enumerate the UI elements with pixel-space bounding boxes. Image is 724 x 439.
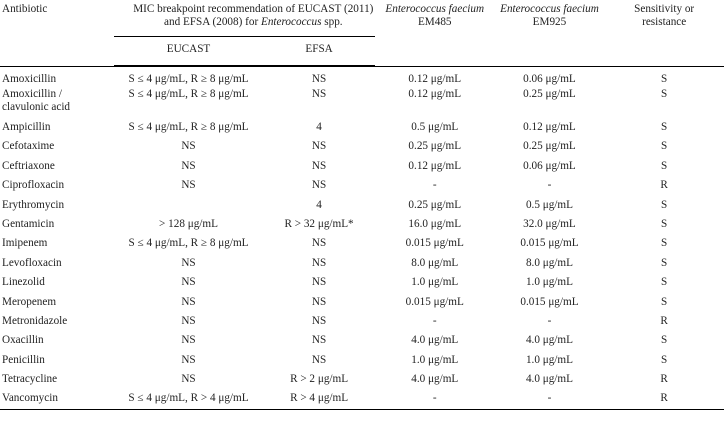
cell-antibiotic-text: Gentamicin [2, 217, 55, 230]
cell-efsa [263, 235, 375, 254]
cell-em485-text: 0.5 μg/mL [411, 121, 459, 133]
cell-antibiotic [0, 255, 114, 274]
table-row [0, 371, 724, 390]
cell-em925-text: 4.0 μg/mL [525, 334, 573, 347]
cell-efsa [263, 390, 375, 409]
cell-antibiotic [0, 352, 114, 371]
cell-efsa [263, 216, 375, 235]
cell-eucast-text: S ≤ 4 μg/mL, R ≥ 8 μg/mL [128, 121, 249, 133]
cell-eucast-text: NS [181, 159, 196, 172]
header-antibiotic: Antibiotic [2, 3, 48, 15]
cell-eucast-text: NS [181, 334, 196, 347]
cell-em485-text: 0.015 μg/mL [405, 295, 464, 308]
cell-eucast [114, 274, 264, 293]
cell-sr [604, 177, 724, 196]
cell-antibiotic [0, 138, 114, 157]
cell-sr-text: S [661, 159, 668, 172]
cell-antibiotic-text: Ciprofloxacin [2, 179, 65, 192]
cell-eucast-text: NS [181, 276, 196, 289]
cell-efsa-text: NS [311, 140, 327, 153]
cell-antibiotic-text: Levofloxacin [2, 256, 62, 269]
cell-efsa [263, 313, 375, 332]
cell-sr [604, 274, 724, 293]
cell-em485 [375, 216, 495, 235]
cell-efsa-text: NS [311, 295, 327, 308]
cell-em925 [495, 197, 605, 216]
table-row [0, 255, 724, 274]
cell-em925 [495, 352, 605, 371]
cell-em925-text: 0.015 μg/mL [520, 295, 579, 308]
cell-eucast-text: S ≤ 4 μg/mL, R ≥ 8 μg/mL [128, 88, 249, 100]
cell-antibiotic-text: Erythromycin [2, 198, 65, 211]
cell-antibiotic [0, 294, 114, 313]
cell-sr [604, 119, 724, 138]
cell-eucast-text: S ≤ 4 μg/mL, R ≥ 8 μg/mL [128, 237, 249, 250]
cell-em925 [495, 390, 605, 409]
cell-efsa [263, 352, 375, 371]
cell-eucast-text: NS [181, 140, 196, 153]
cell-efsa-text: 4 [316, 121, 322, 133]
cell-efsa [263, 197, 375, 216]
cell-efsa [263, 294, 375, 313]
cell-em485-text: 4.0 μg/mL [411, 373, 459, 386]
cell-eucast [114, 313, 264, 332]
table-row [0, 235, 724, 254]
cell-eucast [114, 216, 264, 235]
cell-sr [604, 138, 724, 157]
cell-antibiotic-text: Ampicillin [2, 121, 51, 133]
cell-em925 [495, 332, 605, 351]
cell-efsa-text: NS [311, 237, 327, 250]
cell-antibiotic-text: Oxacillin [2, 334, 44, 347]
header-em925 [495, 0, 605, 66]
table-row [0, 67, 724, 87]
cell-efsa [263, 86, 375, 119]
cell-sr-text: R [660, 392, 668, 405]
cell-antibiotic-text: Linezolid [2, 276, 45, 289]
cell-em485-text: 0.25 μg/mL [408, 198, 462, 211]
header-em925-strain: EM925 [532, 16, 567, 28]
cell-em485-text: 1.0 μg/mL [411, 276, 459, 289]
cell-efsa [263, 255, 375, 274]
cell-em485 [375, 158, 495, 177]
cell-sr [604, 235, 724, 254]
cell-em485 [375, 255, 495, 274]
cell-sr-text: S [661, 237, 668, 250]
cell-em925 [495, 294, 605, 313]
header-mic-group [114, 0, 375, 37]
cell-sr [604, 86, 724, 119]
cell-eucast-text: S ≤ 4 μg/mL, R > 4 μg/mL [128, 392, 249, 405]
cell-eucast [114, 67, 264, 87]
cell-em485 [375, 313, 495, 332]
cell-em925 [495, 67, 605, 87]
cell-em925-text: - [547, 314, 552, 327]
table-row [0, 158, 724, 177]
cell-eucast [114, 352, 264, 371]
cell-eucast-text: S ≤ 4 μg/mL, R ≥ 8 μg/mL [128, 73, 249, 85]
cell-efsa-text: NS [311, 314, 327, 327]
cell-eucast [114, 390, 264, 409]
cell-antibiotic [0, 197, 114, 216]
cell-em925 [495, 216, 605, 235]
cell-em485 [375, 86, 495, 119]
cell-sr-text: S [661, 198, 668, 211]
table-row [0, 177, 724, 196]
cell-antibiotic-text: Amoxicillin / [2, 88, 62, 100]
cell-em485 [375, 371, 495, 390]
cell-em485-text: 0.12 μg/mL [408, 73, 462, 85]
cell-eucast [114, 332, 264, 351]
cell-em485 [375, 67, 495, 87]
cell-antibiotic-text: Ceftriaxone [2, 159, 55, 172]
cell-efsa-text: NS [311, 256, 327, 269]
cell-em485-text: - [432, 392, 437, 405]
cell-em925-text: 0.25 μg/mL [523, 140, 576, 153]
cell-antibiotic [0, 371, 114, 390]
cell-em925 [495, 371, 605, 390]
cell-em925-text: 8.0 μg/mL [525, 256, 573, 269]
cell-sr [604, 67, 724, 87]
cell-efsa-text: R > 4 μg/mL [290, 392, 349, 405]
header-row-1 [0, 0, 724, 37]
cell-sr [604, 313, 724, 332]
cell-sr-text: S [661, 88, 668, 100]
cell-efsa [263, 138, 375, 157]
cell-eucast-text: NS [181, 256, 196, 269]
cell-antibiotic [0, 67, 114, 87]
cell-sr [604, 197, 724, 216]
table-row [0, 313, 724, 332]
cell-em485 [375, 274, 495, 293]
cell-em485-text: 8.0 μg/mL [411, 256, 459, 269]
cell-em485 [375, 352, 495, 371]
table-row [0, 274, 724, 293]
cell-em925-text: 32.0 μg/mL [523, 217, 576, 230]
cell-efsa-text: NS [311, 159, 327, 172]
cell-em925 [495, 274, 605, 293]
cell-em485-text: 0.25 μg/mL [408, 140, 462, 153]
cell-em925-text: - [547, 392, 552, 405]
cell-em925 [495, 255, 605, 274]
cell-eucast [114, 138, 264, 157]
cell-sr-text: S [661, 276, 668, 289]
cell-em925-text: 0.06 μg/mL [523, 159, 576, 172]
cell-em925-text: 1.0 μg/mL [525, 353, 573, 366]
cell-efsa-text: NS [311, 88, 327, 100]
cell-efsa-text: NS [311, 179, 327, 192]
cell-sr-text: S [661, 295, 668, 308]
cell-em925 [495, 138, 605, 157]
cell-em925-text: 0.5 μg/mL [525, 198, 573, 211]
cell-sr-text: S [661, 334, 668, 347]
cell-antibiotic [0, 86, 114, 119]
cell-em485-text: 4.0 μg/mL [411, 334, 459, 347]
cell-antibiotic [0, 216, 114, 235]
cell-antibiotic-text: Meropenem [2, 295, 57, 308]
table-row [0, 390, 724, 409]
cell-eucast [114, 119, 264, 138]
cell-sr-text: S [661, 217, 668, 230]
cell-eucast [114, 235, 264, 254]
cell-efsa-text: NS [311, 276, 327, 289]
table-row [0, 86, 724, 119]
cell-antibiotic [0, 177, 114, 196]
cell-sr-text: S [661, 73, 668, 85]
cell-em925-text: 4.0 μg/mL [525, 373, 573, 386]
cell-em925 [495, 235, 605, 254]
cell-em485 [375, 138, 495, 157]
table-row [0, 294, 724, 313]
cell-sr-text: S [661, 353, 668, 366]
cell-antibiotic-text: Cefotaxime [2, 140, 55, 153]
header-eucast: EUCAST [114, 37, 264, 66]
cell-efsa-text: R > 2 μg/mL [290, 373, 349, 386]
header-sens-line1: Sensitivity or [634, 3, 695, 15]
cell-eucast-text: > 128 μg/mL [159, 217, 218, 230]
cell-eucast-text: NS [181, 373, 196, 386]
cell-sr [604, 158, 724, 177]
cell-antibiotic-text: Amoxicillin [2, 73, 57, 85]
cell-eucast-text: NS [181, 295, 196, 308]
cell-sr [604, 390, 724, 409]
cell-efsa [263, 67, 375, 87]
cell-antibiotic-line2: clavulonic acid [2, 101, 71, 113]
cell-efsa-text: NS [311, 334, 327, 347]
header-em485-strain: EM485 [417, 16, 452, 28]
cell-eucast [114, 371, 264, 390]
cell-efsa [263, 371, 375, 390]
cell-sr-text: S [661, 140, 668, 153]
header-sensitivity [604, 0, 724, 66]
cell-efsa [263, 158, 375, 177]
cell-em485-text: 0.12 μg/mL [408, 88, 462, 100]
cell-antibiotic [0, 390, 114, 409]
header-mic-line2-italic: Enterococcus [260, 16, 322, 28]
cell-efsa [263, 332, 375, 351]
cell-sr-text: R [660, 314, 668, 327]
cell-em485-text: 16.0 μg/mL [408, 217, 462, 230]
table-row [0, 197, 724, 216]
cell-em925 [495, 119, 605, 138]
cell-efsa [263, 274, 375, 293]
table-header [0, 0, 724, 67]
cell-sr [604, 371, 724, 390]
table-row [0, 138, 724, 157]
cell-efsa-text: 4 [316, 198, 322, 211]
cell-em485 [375, 177, 495, 196]
cell-em485 [375, 235, 495, 254]
cell-em485 [375, 390, 495, 409]
cell-em485-text: 0.12 μg/mL [408, 159, 462, 172]
cell-em485 [375, 119, 495, 138]
cell-eucast [114, 177, 264, 196]
table-row [0, 119, 724, 138]
cell-em485 [375, 294, 495, 313]
table-body [0, 67, 724, 410]
cell-em485-text: 0.015 μg/mL [405, 237, 464, 250]
cell-eucast [114, 158, 264, 177]
cell-sr-text: S [661, 121, 668, 133]
cell-em485-text: - [432, 179, 437, 192]
cell-antibiotic-text: Imipenem [2, 237, 48, 250]
cell-em925-text: 0.06 μg/mL [523, 73, 576, 85]
cell-antibiotic [0, 313, 114, 332]
cell-efsa-text: NS [311, 353, 327, 366]
cell-efsa-text: NS [311, 73, 327, 85]
cell-sr-text: R [660, 373, 668, 386]
cell-em925-text: 0.12 μg/mL [523, 121, 576, 133]
cell-em485-text: 1.0 μg/mL [411, 353, 459, 366]
cell-sr [604, 332, 724, 351]
cell-em925 [495, 313, 605, 332]
cell-eucast [114, 197, 264, 216]
cell-efsa-text: R > 32 μg/mL* [284, 217, 354, 230]
cell-em925 [495, 177, 605, 196]
cell-antibiotic-text: Metronidazole [2, 314, 68, 327]
cell-sr [604, 352, 724, 371]
header-efsa: EFSA [263, 37, 375, 66]
header-em925-species: Enterococcus faecium [500, 3, 599, 15]
cell-em925 [495, 86, 605, 119]
header-mic-line1: MIC breakpoint recommendation of EUCAST (2011) [133, 3, 374, 15]
header-mic-line2-prefix: and EFSA (2008) for [164, 16, 261, 28]
cell-eucast [114, 86, 264, 119]
cell-antibiotic [0, 119, 114, 138]
cell-efsa [263, 119, 375, 138]
cell-eucast-text: NS [181, 353, 196, 366]
cell-em925-text: 0.015 μg/mL [520, 237, 579, 250]
table-row [0, 352, 724, 371]
cell-sr [604, 294, 724, 313]
cell-antibiotic-text: Penicillin [2, 353, 45, 366]
cell-em925 [495, 158, 605, 177]
cell-eucast [114, 294, 264, 313]
cell-antibiotic [0, 158, 114, 177]
cell-em925-text: - [547, 179, 552, 192]
table-row [0, 216, 724, 235]
cell-eucast-text: NS [181, 314, 196, 327]
cell-em925-text: 0.25 μg/mL [523, 88, 576, 100]
cell-eucast [114, 255, 264, 274]
header-em485-species: Enterococcus faecium [385, 3, 485, 15]
cell-em485 [375, 332, 495, 351]
cell-sr-text: S [661, 256, 668, 269]
cell-sr-text: R [660, 179, 668, 192]
header-mic-line2-suffix: spp. [321, 16, 343, 28]
cell-antibiotic-text: Tetracycline [2, 373, 58, 386]
cell-antibiotic [0, 332, 114, 351]
header-em485 [375, 0, 495, 66]
cell-sr [604, 216, 724, 235]
cell-eucast-text: NS [181, 179, 196, 192]
cell-antibiotic [0, 274, 114, 293]
cell-em485 [375, 197, 495, 216]
cell-sr [604, 255, 724, 274]
cell-em925-text: 1.0 μg/mL [525, 276, 573, 289]
cell-em485-text: - [432, 314, 437, 327]
cell-antibiotic-text: Vancomycin [2, 392, 58, 405]
cell-antibiotic [0, 235, 114, 254]
table-row [0, 332, 724, 351]
header-sens-line2: resistance [642, 16, 687, 28]
cell-efsa [263, 177, 375, 196]
